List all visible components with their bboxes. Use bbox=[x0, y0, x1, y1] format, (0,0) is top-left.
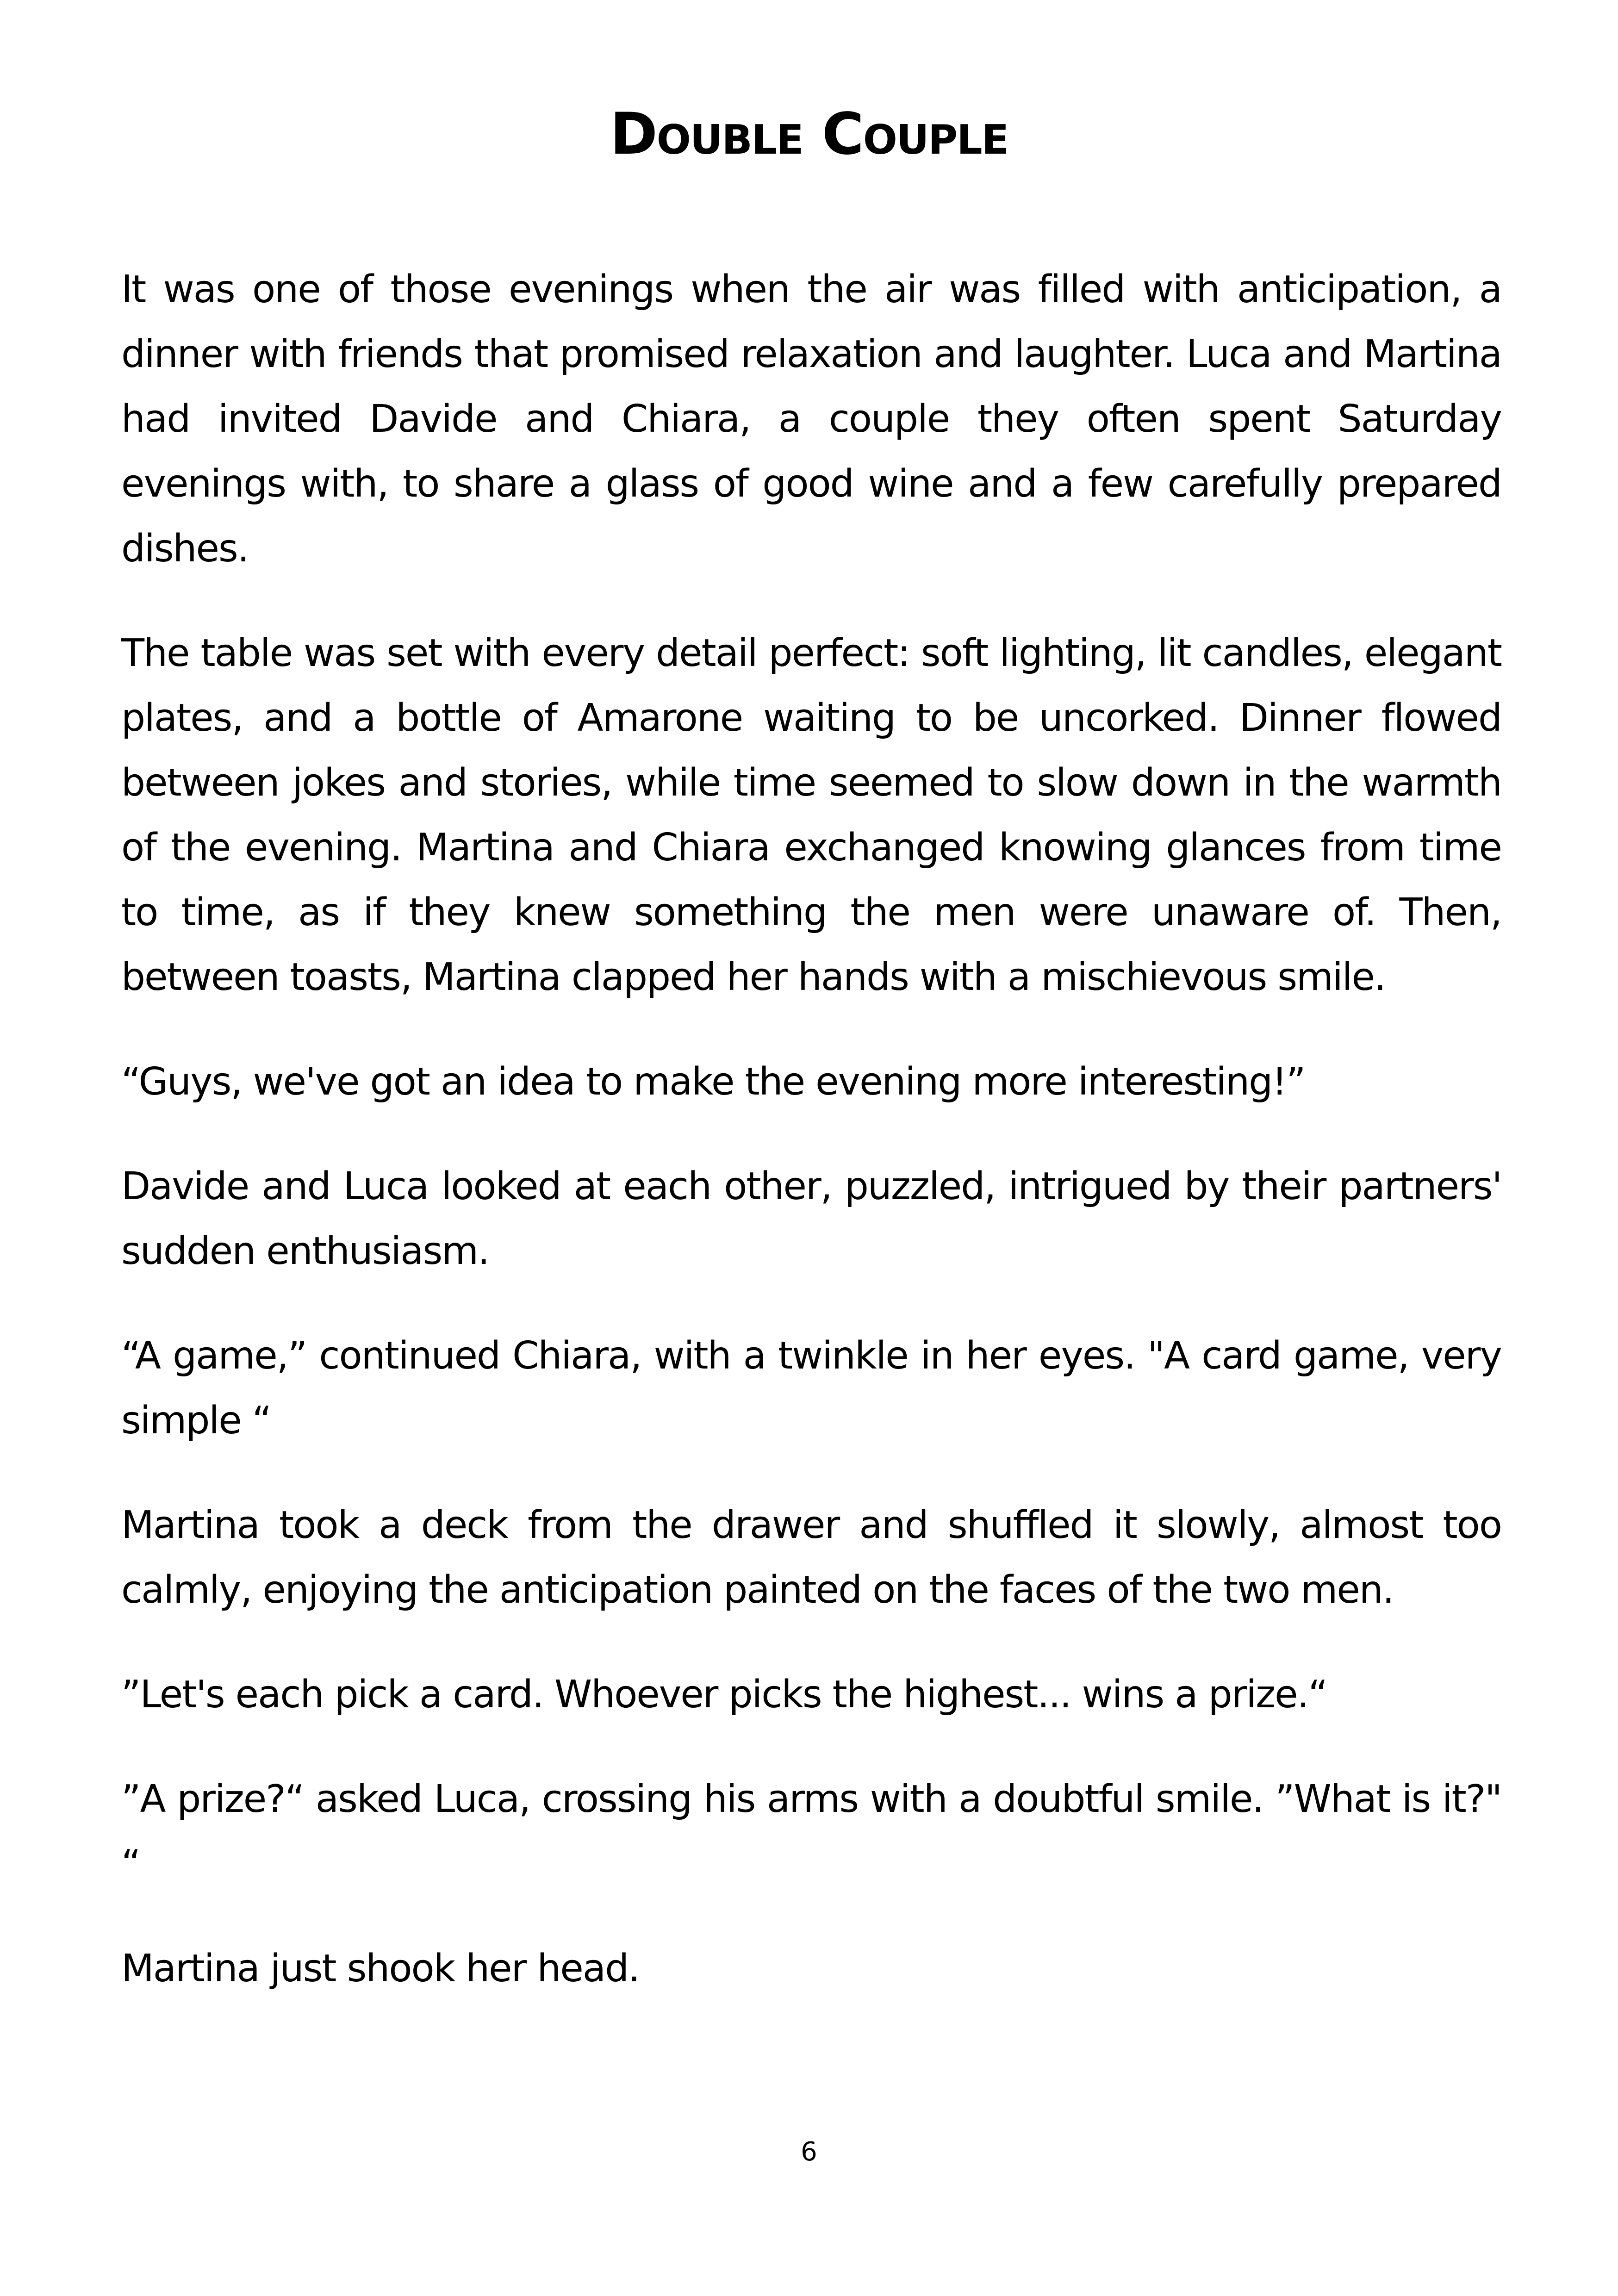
body-text bbox=[121, 257, 1501, 2041]
chapter-title: Double Couple bbox=[610, 101, 1008, 168]
paragraph: Martina took a deck from the drawer and shuffled it slowly, almost too calmly, enjoying the anticipation painted on the faces of the two men. bbox=[121, 1503, 1501, 1612]
paragraph: “Guys, we've got an idea to make the evening more interesting!” bbox=[121, 1060, 1305, 1104]
paragraph: The table was set with every detail perfect: soft lighting, lit candles, elegant plates, and a bottle of Amarone waiting to be uncorked. Dinner flowed between jokes and stories, while time seemed to slow down in the warmth of the evening. Martina and Chiara exchanged knowing glances from time to time, as if they knew something the men were unaware of. Then, between toasts, Martina clapped her hands with a mischievous smile. bbox=[121, 631, 1501, 999]
paragraph: “A game,” continued Chiara, with a twinkle in her eyes. "A card game, very simple “ bbox=[121, 1334, 1501, 1443]
paragraph: Davide and Luca looked at each other, puzzled, intrigued by their partners' sudden enthusiasm. bbox=[121, 1164, 1501, 1273]
paragraph: ”A prize?“ asked Luca, crossing his arms with a doubtful smile. ”What is it?" “ bbox=[121, 1777, 1501, 1886]
paragraph: ”Let's each pick a card. Whoever picks the highest... wins a prize.“ bbox=[121, 1673, 1327, 1717]
paragraph: Martina just shook her head. bbox=[121, 1947, 640, 1991]
paragraph: It was one of those evenings when the air was filled with anticipation, a dinner with friends that promised relaxation and laughter. Luca and Martina had invited Davide and Chiara, a couple they often spent Saturday evenings with, to share a glass of good wine and a few carefully prepared dishes. bbox=[121, 268, 1501, 571]
page-number: 6 bbox=[801, 2137, 817, 2167]
